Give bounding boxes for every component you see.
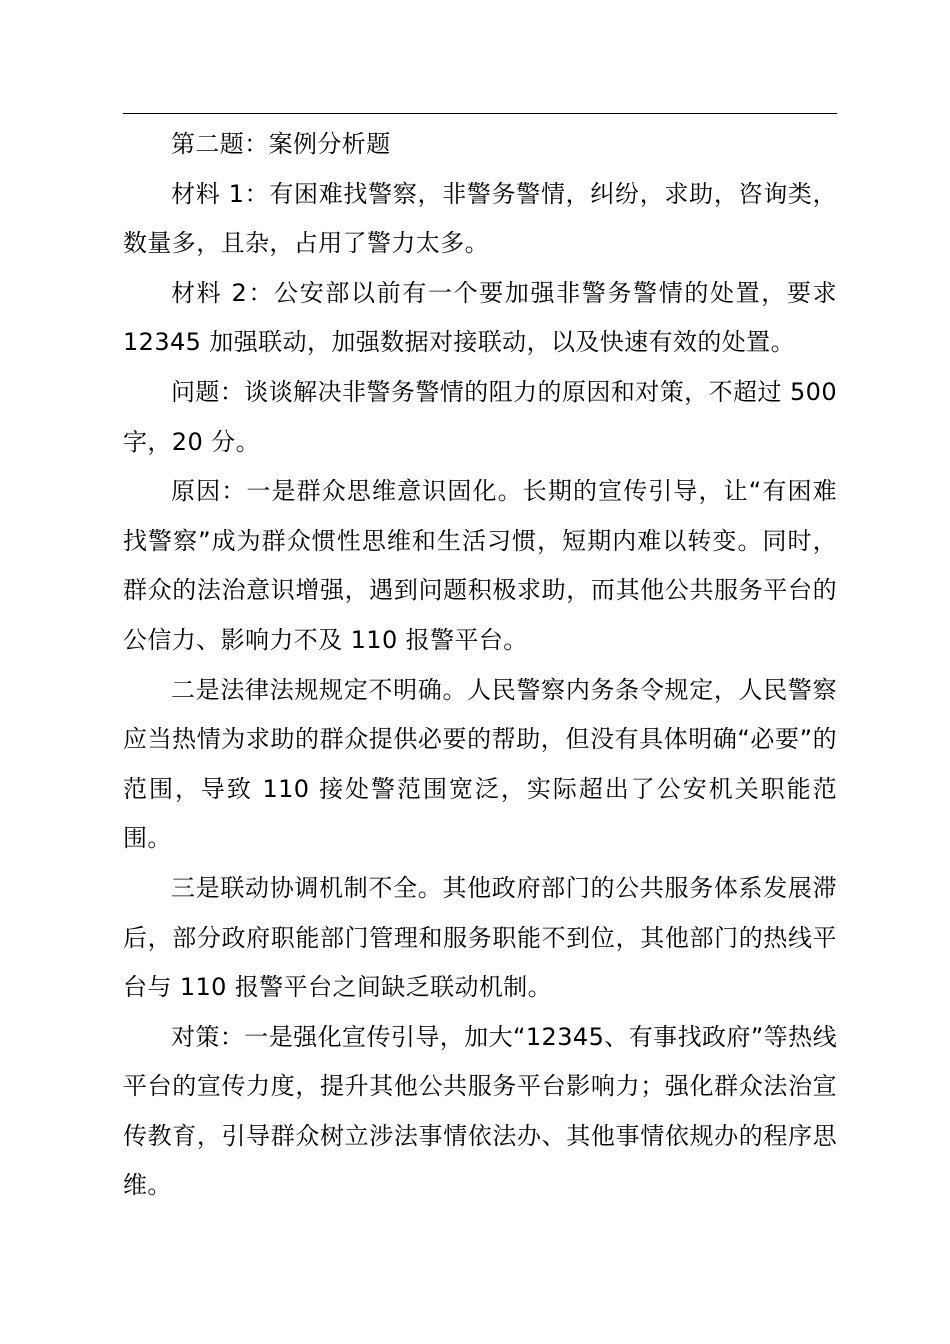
question-heading: 第二题：案例分析题	[171, 130, 391, 158]
material-1-paragraph: 材料 1：有困难找警察，非警务警情，纠纷，求助，咨询类，数量多，且杂，占用了警力太多。	[123, 179, 837, 258]
document-body	[123, 120, 837, 1211]
material-2-paragraph: 材料 2：公安部以前有一个要加强非警务警情的处置，要求 12345 加强联动，加强数据对接联动，以及快速有效的处置。	[123, 278, 837, 357]
header-rule	[123, 113, 837, 114]
question-paragraph: 问题：谈谈解决非警务警情的阻力的原因和对策，不超过 500 字，20 分。	[123, 377, 837, 456]
cause-3-paragraph: 三是联动协调机制不全。其他政府部门的公共服务体系发展滞后，部分政府职能部门管理和服务职能不到位，其他部门的热线平台与 110 报警平台之间缺乏联动机制。	[123, 873, 837, 1002]
cause-1-paragraph: 原因：一是群众思维意识固化。长期的宣传引导，让“有困难找警察”成为群众惯性思维和生活习惯，短期内难以转变。同时，群众的法治意识增强，遇到问题积极求助，而其他公共服务平台的公信力、影响力不及 110 报警平台。	[123, 477, 838, 654]
cause-2-paragraph: 二是法律法规规定不明确。人民警察内务条令规定，人民警察应当热情为求助的群众提供必要的帮助，但没有具体明确“必要”的范围，导致 110 接处警范围宽泛，实际超出了公安机关职能范围。	[123, 675, 837, 853]
countermeasure-1-paragraph: 对策：一是强化宣传引导，加大“12345、有事找政府”等热线平台的宣传力度，提升其他公共服务平台影响力；强化群众法治宣传教育，引导群众树立涉法事情依法办、其他事情依规办的程序思维。	[123, 1022, 837, 1200]
